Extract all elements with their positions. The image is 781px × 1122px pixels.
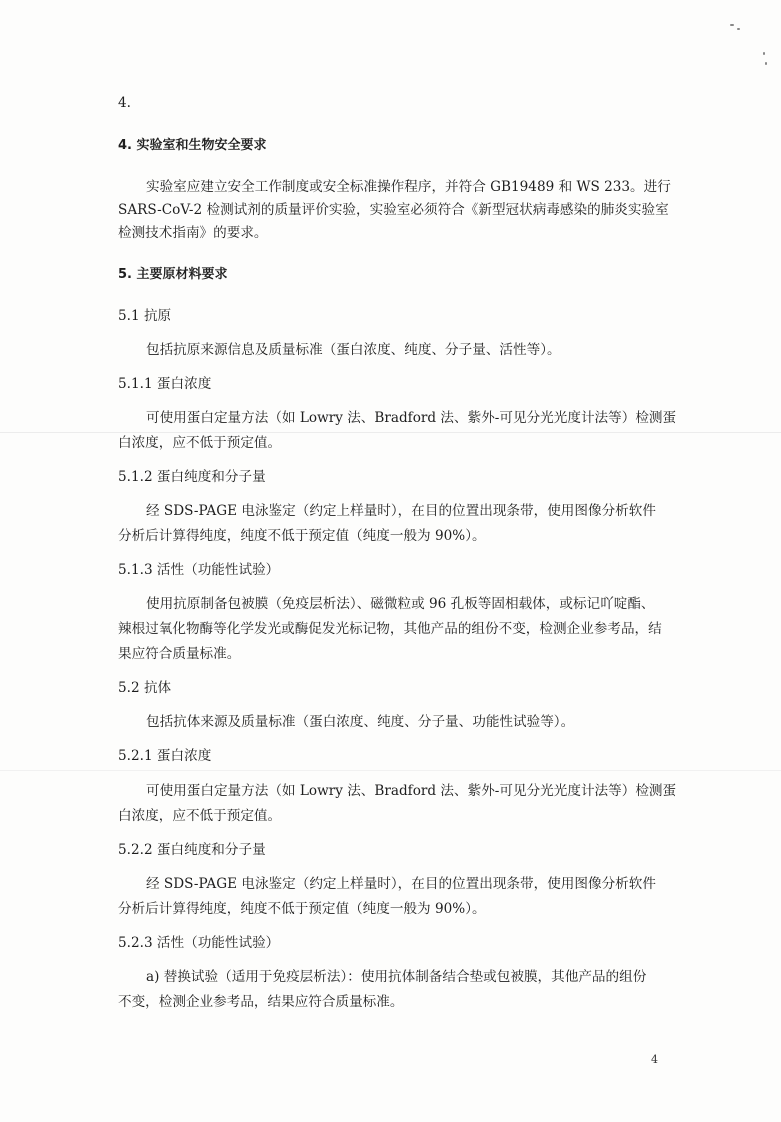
paragraph-line: 包括抗原来源信息及质量标准（蛋白浓度、纯度、分子量、活性等）。 [146, 342, 561, 358]
scan-speck [763, 52, 765, 55]
paragraph-line: 经 SDS-PAGE 电泳鉴定（约定上样量时），在目的位置出现条带，使用图像分析软件 [146, 503, 656, 519]
subsection-heading-5-2: 5.2 抗体 [118, 680, 172, 696]
scan-speck [765, 62, 767, 65]
paragraph-line: 果应符合质量标准。 [118, 646, 241, 662]
subsection-heading-5-1: 5.1 抗原 [118, 308, 172, 324]
paragraph-line: 可使用蛋白定量方法（如 Lowry 法、Bradford 法、紫外-可见分光光度计法等）检测蛋 [146, 410, 677, 426]
scan-speck [737, 28, 740, 30]
subsection-heading-5-1-2: 5.1.2 蛋白纯度和分子量 [118, 469, 266, 485]
paragraph-line: 检测技术指南》的要求。 [118, 225, 268, 241]
paragraph-line: 使用抗原制备包被膜（免疫层析法）、磁微粒或 96 孔板等固相载体，或标记吖啶酯、 [146, 596, 655, 612]
paragraph-line: 白浓度，应不低于预定值。 [118, 435, 282, 451]
paragraph-line: 不变，检测企业参考品，结果应符合质量标准。 [118, 994, 404, 1010]
subsection-heading-5-1-3: 5.1.3 活性（功能性试验） [118, 562, 280, 578]
paragraph-line: 实验室应建立安全工作制度或安全标准操作程序，并符合 GB19489 和 WS 233。进行 [146, 179, 671, 195]
subsection-heading-5-2-3: 5.2.3 活性（功能性试验） [118, 935, 280, 951]
scan-line [0, 432, 781, 433]
paragraph-line: 可使用蛋白定量方法（如 Lowry 法、Bradford 法、紫外-可见分光光度计法等）检测蛋 [146, 783, 677, 799]
paragraph-line: SARS-CoV-2 检测试剂的质量评价实验，实验室必须符合《新型冠状病毒感染的肺炎实验室 [118, 202, 669, 218]
subsection-heading-5-2-1: 5.2.1 蛋白浓度 [118, 748, 212, 764]
paragraph-line: 分析后计算得纯度，纯度不低于预定值（纯度一般为 90%）。 [118, 528, 486, 544]
section-heading-4: 4. 实验室和生物安全要求 [118, 138, 267, 153]
paragraph-line: 辣根过氧化物酶等化学发光或酶促发光标记物，其他产品的组份不变，检测企业参考品，结 [118, 621, 662, 637]
paragraph-line: 分析后计算得纯度，纯度不低于预定值（纯度一般为 90%）。 [118, 901, 486, 917]
page-header-fragment: 4. [118, 95, 131, 111]
scan-line [0, 770, 781, 771]
page-number: 4 [651, 1053, 658, 1066]
section-heading-5: 5. 主要原材料要求 [118, 267, 228, 282]
paragraph-line: 经 SDS-PAGE 电泳鉴定（约定上样量时），在目的位置出现条带，使用图像分析软件 [146, 876, 656, 892]
scan-speck [730, 24, 734, 26]
paragraph-line: 白浓度，应不低于预定值。 [118, 808, 282, 824]
subsection-heading-5-1-1: 5.1.1 蛋白浓度 [118, 376, 212, 392]
paragraph-line: 包括抗体来源及质量标准（蛋白浓度、纯度、分子量、功能性试验等）。 [146, 714, 575, 730]
paragraph-line: a) 替换试验（适用于免疫层析法）：使用抗体制备结合垫或包被膜，其他产品的组份 [146, 969, 647, 985]
subsection-heading-5-2-2: 5.2.2 蛋白纯度和分子量 [118, 842, 266, 858]
